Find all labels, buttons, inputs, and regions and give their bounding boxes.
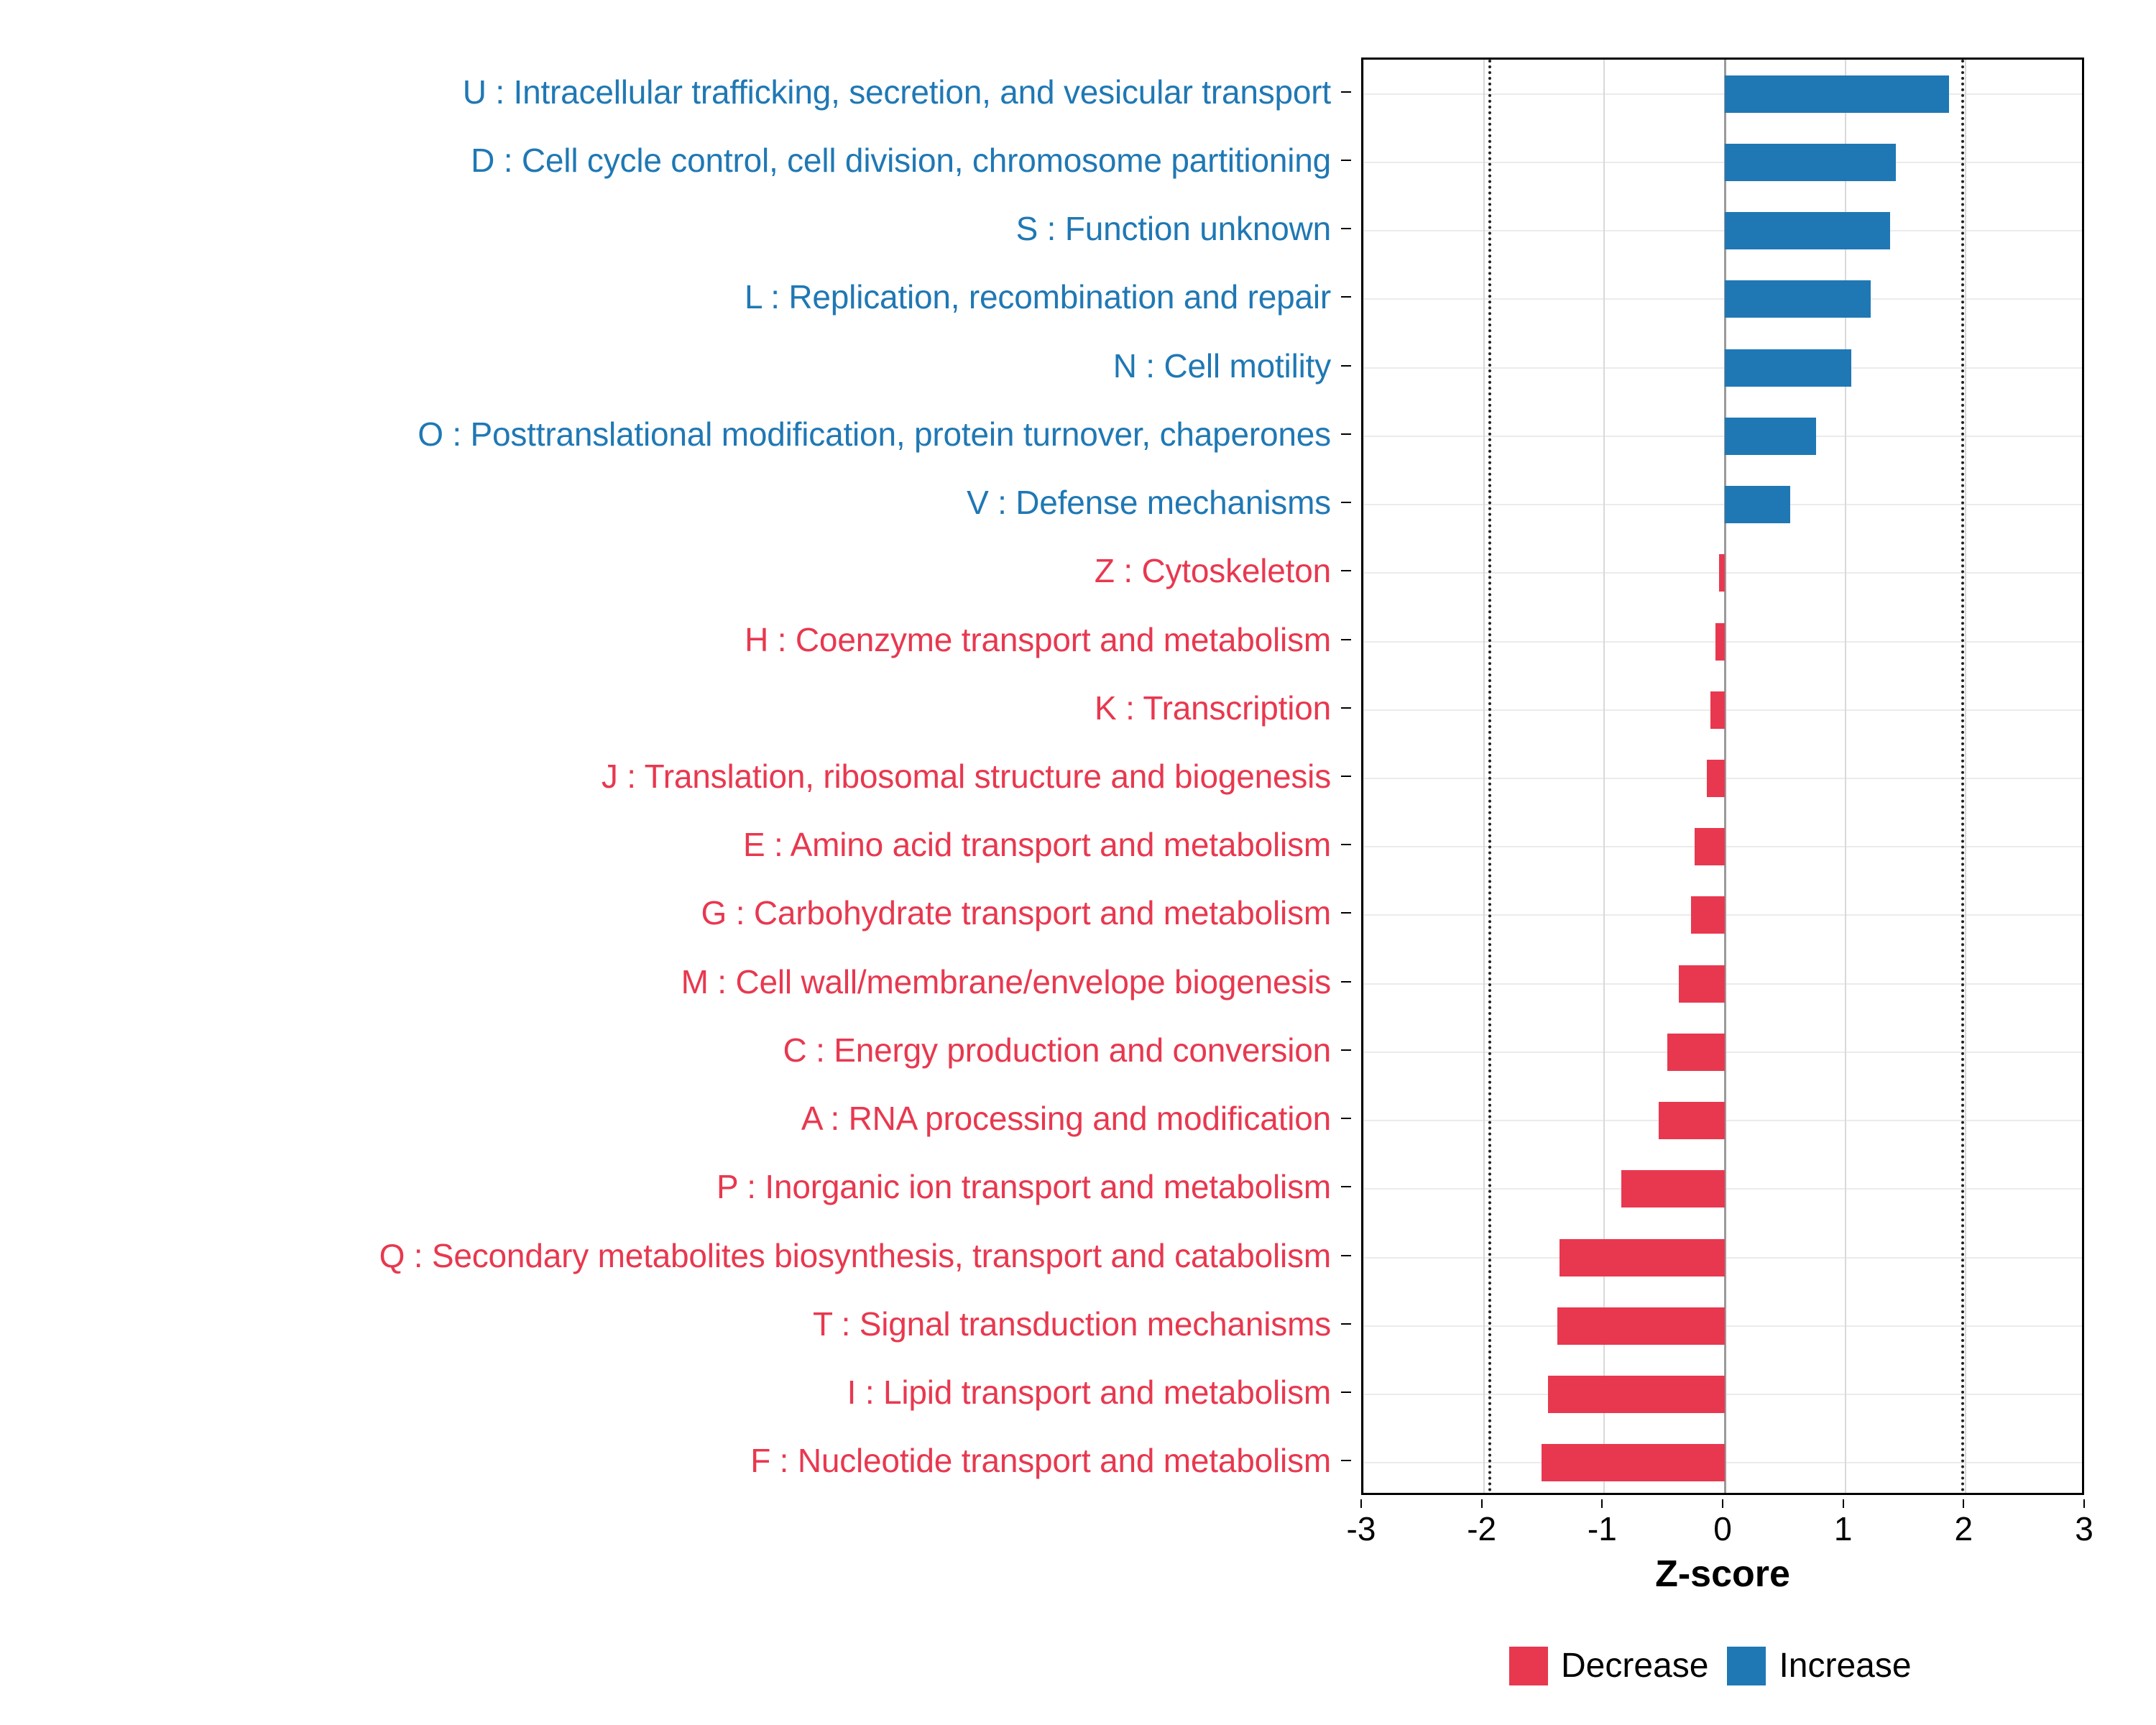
grid-line-horizontal (1363, 504, 2082, 505)
bar (1725, 418, 1816, 455)
category-label: P : Inorganic ion transport and metabolism (717, 1168, 1331, 1206)
category-label-column (0, 58, 1351, 1495)
y-axis-tick (1341, 433, 1351, 435)
y-axis-tick (1341, 1118, 1351, 1119)
category-label: M : Cell wall/membrane/envelope biogenesis (681, 962, 1331, 1000)
legend-label: Decrease (1561, 1647, 1709, 1685)
y-axis-tick (1341, 776, 1351, 777)
category-label: A : RNA processing and modification (801, 1100, 1331, 1138)
bar (1725, 280, 1871, 318)
y-axis-tick (1341, 844, 1351, 845)
category-label: D : Cell cycle control, cell division, chromosome partitioning (471, 141, 1331, 179)
x-axis-tick (1360, 1499, 1362, 1508)
x-axis-tick-label: 2 (1954, 1510, 1973, 1547)
category-label: E : Amino acid transport and metabolism (742, 826, 1331, 864)
x-axis-tick-label: -2 (1467, 1510, 1497, 1547)
x-axis-title: Z-score (1655, 1553, 1790, 1595)
grid-line-vertical (1363, 60, 1364, 1493)
legend-label: Increase (1779, 1647, 1912, 1685)
bar (1725, 144, 1896, 181)
grid-line-vertical (1603, 60, 1605, 1493)
category-label: T : Signal transduction mechanisms (812, 1305, 1331, 1343)
x-axis-tick-label: -3 (1346, 1510, 1376, 1547)
bar (1667, 1034, 1725, 1071)
y-axis-tick (1341, 570, 1351, 571)
bar (1710, 691, 1725, 729)
bar (1725, 212, 1890, 249)
x-axis-tick-label: 1 (1833, 1510, 1853, 1547)
y-axis-tick (1341, 228, 1351, 229)
bar (1715, 623, 1725, 661)
x-axis-tick-label: -1 (1587, 1510, 1617, 1547)
y-axis-tick (1341, 1049, 1351, 1051)
y-axis-tick (1341, 1255, 1351, 1256)
category-label: L : Replication, recombination and repair (744, 278, 1331, 316)
y-axis-tick (1341, 1323, 1351, 1325)
y-axis-tick (1341, 296, 1351, 298)
category-label: V : Defense mechanisms (967, 484, 1331, 522)
category-label: K : Transcription (1095, 689, 1331, 727)
x-axis-tick-label: 3 (2075, 1510, 2093, 1547)
y-axis-tick (1341, 1186, 1351, 1187)
x-axis-tick (2083, 1499, 2085, 1508)
category-label: H : Coenzyme transport and metabolism (745, 620, 1331, 658)
bar (1695, 828, 1725, 865)
category-label: Q : Secondary metabolites biosynthesis, transport and catabolism (379, 1236, 1331, 1274)
y-axis-tick (1341, 707, 1351, 709)
bar (1548, 1376, 1725, 1413)
bar (1621, 1170, 1725, 1208)
category-label: F : Nucleotide transport and metabolism (750, 1442, 1331, 1480)
grid-line-horizontal (1363, 367, 2082, 369)
bar (1719, 554, 1725, 592)
bar (1725, 349, 1851, 387)
y-axis-tick (1341, 365, 1351, 367)
legend-item (1509, 1646, 1708, 1685)
legend (1509, 1646, 1912, 1685)
legend-item (1727, 1646, 1911, 1685)
y-axis-tick (1341, 91, 1351, 93)
x-axis-tick (1722, 1499, 1723, 1508)
y-axis-tick (1341, 502, 1351, 503)
bar (1725, 75, 1949, 113)
category-label: J : Translation, ribosomal structure and biogenesis (601, 758, 1331, 795)
x-axis (1346, 1499, 2093, 1550)
grid-line-horizontal (1363, 230, 2082, 231)
y-axis-tick (1341, 160, 1351, 161)
category-label: O : Posttranslational modification, protein turnover, chaperones (418, 415, 1331, 453)
grid-line-horizontal (1363, 93, 2082, 95)
y-axis-tick (1341, 639, 1351, 640)
grid-line-vertical (1483, 60, 1485, 1493)
y-axis-tick (1341, 912, 1351, 914)
reference-line (1961, 60, 1964, 1493)
reference-line (1488, 60, 1491, 1493)
category-label: N : Cell motility (1112, 346, 1331, 385)
legend-swatch (1727, 1647, 1766, 1685)
category-label: G : Carbohydrate transport and metabolism (701, 894, 1331, 932)
category-label: I : Lipid transport and metabolism (847, 1374, 1331, 1412)
bar (1560, 1239, 1725, 1276)
grid-line-horizontal (1363, 436, 2082, 437)
legend-swatch (1509, 1647, 1548, 1685)
category-label: C : Energy production and conversion (783, 1031, 1331, 1069)
x-axis-tick (1481, 1499, 1483, 1508)
x-axis-tick-label: 0 (1713, 1510, 1732, 1547)
bar (1659, 1102, 1725, 1139)
bar (1557, 1307, 1725, 1345)
grid-line-vertical (1845, 60, 1846, 1493)
bar (1691, 896, 1725, 934)
x-axis-tick (1601, 1499, 1603, 1508)
y-axis-tick (1341, 1460, 1351, 1461)
category-label: U : Intracellular trafficking, secretion, and vesicular transport (462, 73, 1331, 111)
x-axis-tick (1843, 1499, 1844, 1508)
x-axis-tick (1963, 1499, 1964, 1508)
bar (1542, 1444, 1725, 1481)
y-axis-tick (1341, 1392, 1351, 1393)
grid-line-horizontal (1363, 162, 2082, 163)
grid-line-horizontal (1363, 298, 2082, 300)
bar (1725, 486, 1790, 523)
bar (1679, 965, 1725, 1003)
category-label: Z : Cytoskeleton (1094, 552, 1331, 590)
grid-line-vertical (1965, 60, 1966, 1493)
y-axis-tick (1341, 981, 1351, 983)
plot-panel (1361, 58, 2084, 1495)
category-label: S : Function unknown (1015, 210, 1331, 248)
bar (1707, 760, 1725, 797)
